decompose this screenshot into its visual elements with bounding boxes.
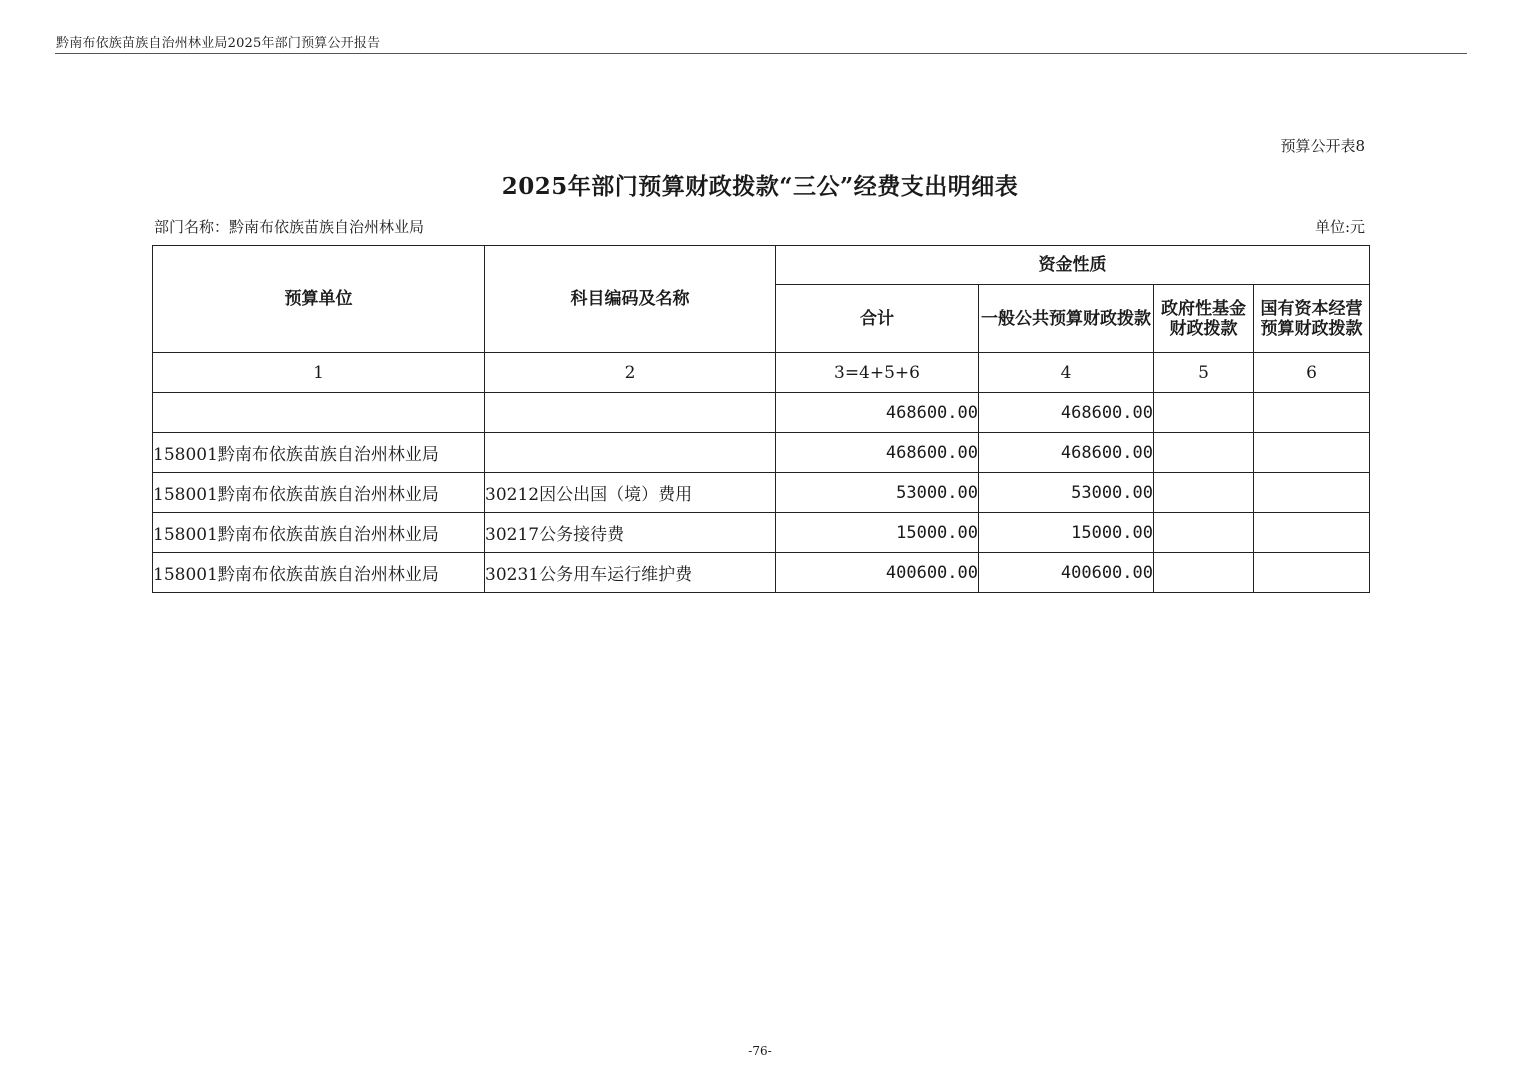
cell-state-capital — [1254, 393, 1370, 433]
page-number: -76- — [748, 1044, 772, 1058]
cell-gov-fund — [1154, 433, 1254, 473]
page-title: 2025年部门预算财政拨款“三公”经费支出明细表 — [501, 173, 1019, 200]
table-row — [153, 393, 1370, 433]
cell-unit: 158001黔南布依族苗族自治州林业局 — [153, 473, 485, 513]
index-cell: 6 — [1254, 353, 1370, 393]
table-row — [153, 473, 1370, 513]
index-cell: 5 — [1154, 353, 1254, 393]
cell-general: 15000.00 — [979, 513, 1154, 553]
cell-unit: 158001黔南布依族苗族自治州林业局 — [153, 553, 485, 593]
cell-state-capital — [1254, 433, 1370, 473]
header-total: 合计 — [776, 285, 979, 353]
cell-state-capital — [1254, 553, 1370, 593]
table-row — [153, 433, 1370, 473]
index-cell: 4 — [979, 353, 1154, 393]
cell-gov-fund — [1154, 473, 1254, 513]
cell-total: 53000.00 — [776, 473, 979, 513]
cell-gov-fund — [1154, 393, 1254, 433]
cell-state-capital — [1254, 473, 1370, 513]
budget-table — [152, 245, 1370, 593]
table-row — [153, 513, 1370, 553]
department-label: 部门名称：黔南布依族苗族自治州林业局 — [154, 218, 425, 236]
cell-state-capital — [1254, 513, 1370, 553]
cell-subject — [485, 393, 776, 433]
index-cell: 2 — [485, 353, 776, 393]
cell-unit: 158001黔南布依族苗族自治州林业局 — [153, 513, 485, 553]
header-state-capital: 国有资本经营预算财政拨款 — [1254, 285, 1370, 353]
header-gov-fund: 政府性基金财政拨款 — [1154, 285, 1254, 353]
running-header: 黔南布依族苗族自治州林业局2025年部门预算公开报告 — [56, 36, 381, 51]
cell-total: 400600.00 — [776, 553, 979, 593]
index-cell: 1 — [153, 353, 485, 393]
cell-general: 468600.00 — [979, 393, 1154, 433]
cell-subject: 30217公务接待费 — [485, 513, 776, 553]
header-rule — [55, 53, 1467, 54]
cell-total: 15000.00 — [776, 513, 979, 553]
header-general-public: 一般公共预算财政拨款 — [979, 285, 1154, 353]
cell-subject: 30231公务用车运行维护费 — [485, 553, 776, 593]
index-cell: 3=4+5+6 — [776, 353, 979, 393]
table-row — [153, 553, 1370, 593]
cell-unit: 158001黔南布依族苗族自治州林业局 — [153, 433, 485, 473]
header-fund-nature: 资金性质 — [776, 246, 1370, 285]
index-row — [153, 353, 1370, 393]
cell-gov-fund — [1154, 513, 1254, 553]
cell-subject — [485, 433, 776, 473]
cell-general: 53000.00 — [979, 473, 1154, 513]
unit-label: 单位:元 — [1314, 218, 1365, 236]
table-number: 预算公开表8 — [1280, 137, 1365, 155]
header-budget-unit: 预算单位 — [153, 246, 485, 353]
cell-general: 468600.00 — [979, 433, 1154, 473]
cell-unit — [153, 393, 485, 433]
cell-subject: 30212因公出国（境）费用 — [485, 473, 776, 513]
header-subject: 科目编码及名称 — [485, 246, 776, 353]
cell-gov-fund — [1154, 553, 1254, 593]
cell-total: 468600.00 — [776, 433, 979, 473]
cell-general: 400600.00 — [979, 553, 1154, 593]
cell-total: 468600.00 — [776, 393, 979, 433]
